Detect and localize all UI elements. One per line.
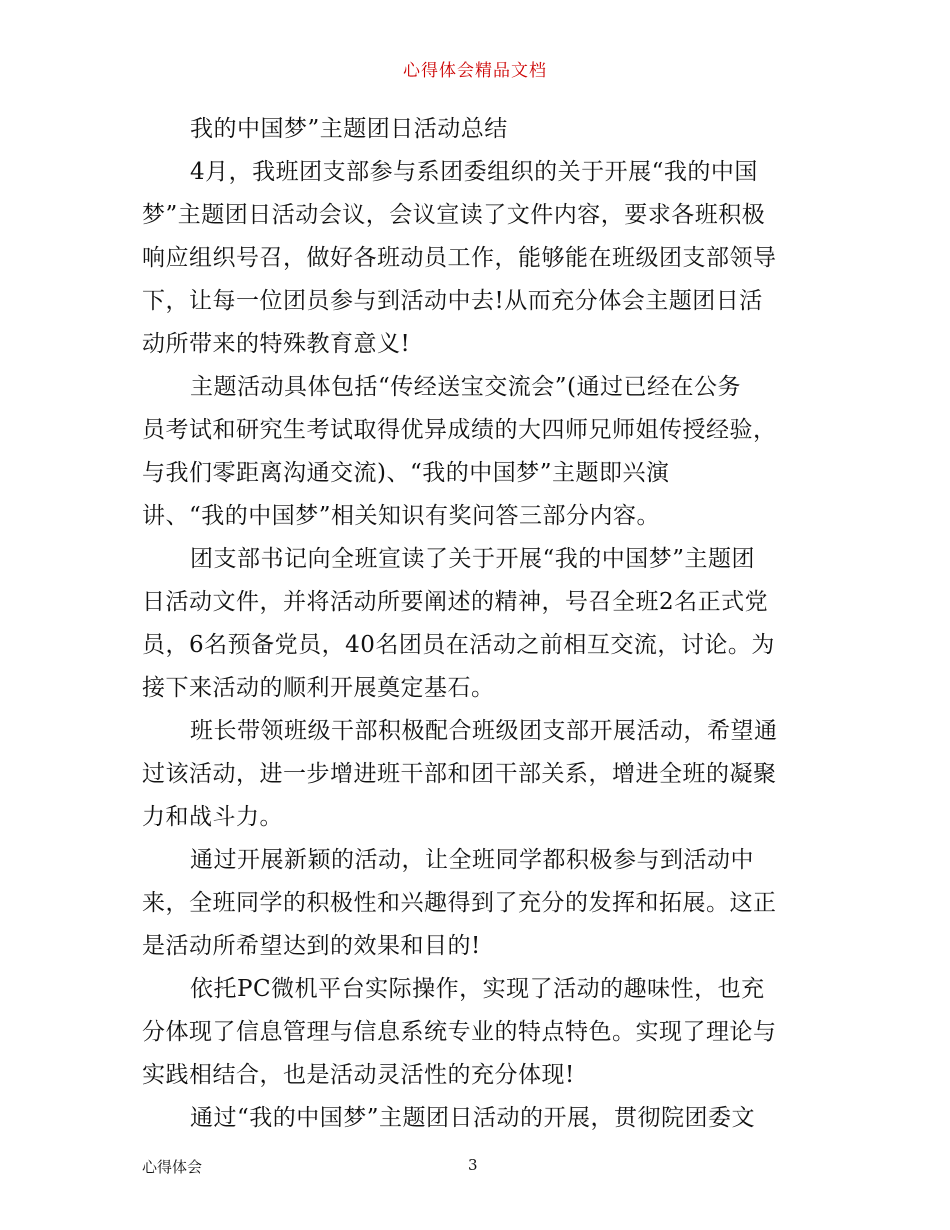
text-line: 通过“我的中国梦”主题团日活动的开展，贯彻院团委文 — [190, 1105, 756, 1131]
text-line: 班长带领班级干部积极配合班级团支部开展活动，希望通 — [190, 718, 778, 744]
text-line: 与我们零距离沟通交流)、“我的中国梦”主题即兴演 — [142, 460, 670, 486]
document-header: 心得体会精品文档 — [403, 61, 547, 81]
text-line: 员考试和研究生考试取得优异成绩的大四师兄师姐传授经验， — [142, 417, 777, 443]
text-line: 通过开展新颖的活动，让全班同学都积极参与到活动中 — [190, 847, 754, 873]
text-line: 员，6名预备党员，40名团员在活动之前相互交流，讨论。为 — [142, 632, 775, 658]
footer-label: 心得体会 — [142, 1158, 203, 1176]
text-line: 依托PC微机平台实际操作，实现了活动的趣味性，也充 — [190, 976, 765, 1002]
text-line: 4月，我班团支部参与系团委组织的关于开展“我的中国 — [190, 159, 758, 185]
text-line: 团支部书记向全班宣读了关于开展“我的中国梦”主题团 — [190, 546, 756, 572]
text-line: 日活动文件，并将活动所要阐述的精神，号召全班2名正式党 — [142, 589, 769, 615]
text-line: 过该活动，进一步增进班干部和团干部关系，增进全班的凝聚 — [142, 761, 777, 787]
text-line: 主题活动具体包括“传经送宝交流会”(通过已经在公务 — [190, 374, 741, 400]
text-line: 响应组织号召，做好各班动员工作，能够能在班级团支部领导 — [142, 245, 777, 271]
text-line: 来，全班同学的积极性和兴趣得到了充分的发挥和拓展。这正 — [142, 890, 777, 916]
text-line: 梦”主题团日活动会议，会议宣读了文件内容，要求各班积极 — [142, 202, 766, 228]
text-line: 分体现了信息管理与信息系统专业的特点特色。实现了理论与 — [142, 1019, 777, 1045]
text-line: 接下来活动的顺利开展奠定基石。 — [142, 675, 495, 701]
text-line: 我的中国梦”主题团日活动总结 — [190, 116, 508, 142]
text-line: 是活动所希望达到的效果和目的! — [142, 933, 481, 959]
text-line: 动所带来的特殊教育意义! — [142, 331, 411, 357]
text-line: 力和战斗力。 — [142, 804, 283, 830]
text-line: 讲、“我的中国梦”相关知识有奖问答三部分内容。 — [142, 503, 661, 529]
text-line: 实践相结合，也是活动灵活性的充分体现! — [142, 1062, 575, 1088]
page-number: 3 — [468, 1156, 478, 1174]
document-body — [142, 108, 814, 1140]
text-line: 下，让每一位团员参与到活动中去!从而充分体会主题团日活 — [142, 288, 763, 314]
